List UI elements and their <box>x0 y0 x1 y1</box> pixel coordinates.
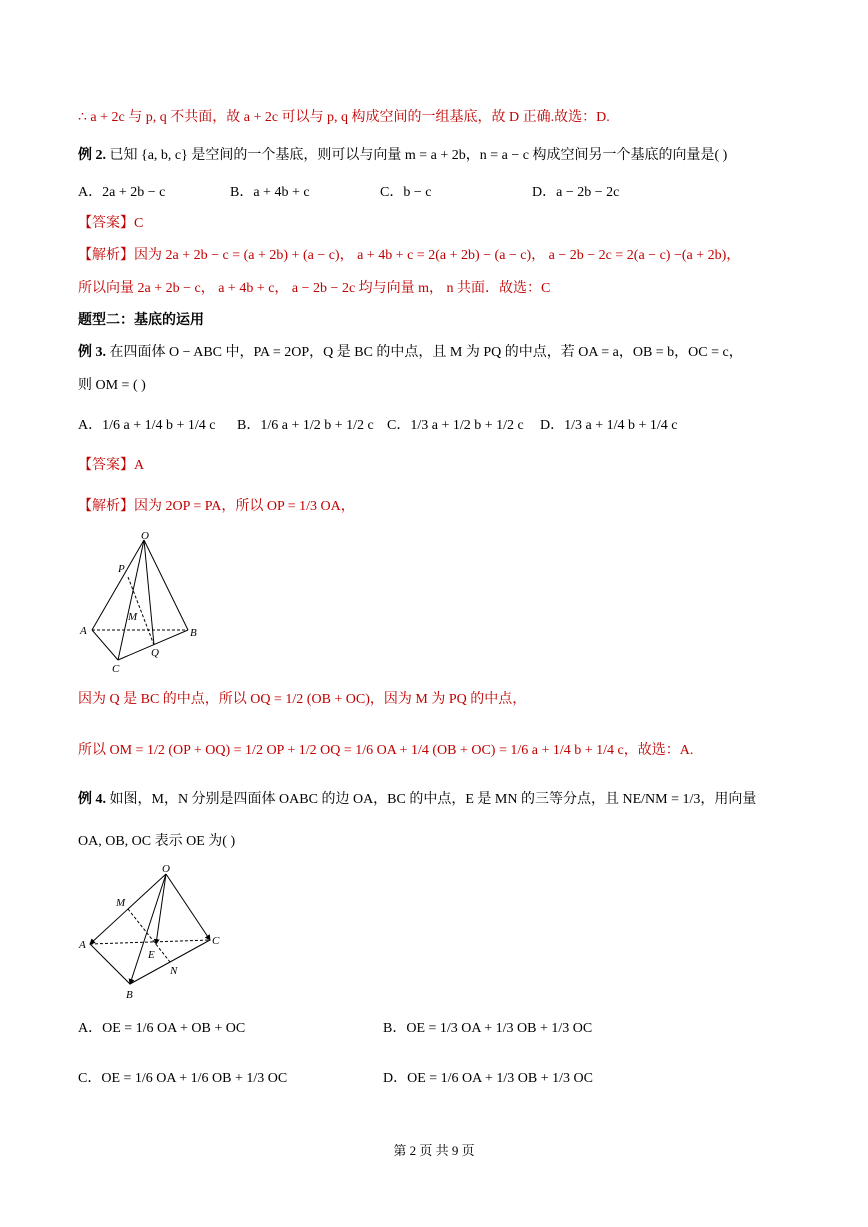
example-2-explanation-2 <box>78 279 550 299</box>
example-2-explanation-1 <box>78 246 740 266</box>
example-3-explanation-2: 因为 Q 是 BC 的中点，所以 OQ = 1/2 (OB + OC)，因为 M 为 PQ 的中点， <box>78 692 527 707</box>
fig2-label-A: A <box>79 939 86 951</box>
answer-tag: 【答案】 <box>78 216 134 231</box>
example-3-explanation-1 <box>78 497 355 517</box>
example-4-question <box>78 790 756 810</box>
example-3-question-2: 则 OM = ( ) <box>78 378 146 393</box>
example-3-option-a: A．1/6 a + 1/4 b + 1/4 c <box>78 418 216 433</box>
example-2-option-d: D．a − 2b − 2c <box>532 185 620 200</box>
example-2-option-b: B．a + 4b + c <box>230 185 310 200</box>
fig2-label-M: M <box>116 897 126 909</box>
answer-tag: 【答案】 <box>78 458 134 473</box>
example-4-option-b: B．OE = 1/3 OA + 1/3 OB + 1/3 OC <box>383 1021 593 1036</box>
example-4-option-d: D．OE = 1/6 OA + 1/3 OB + 1/3 OC <box>383 1071 593 1086</box>
example-3-label: 例 3. <box>78 345 106 360</box>
example-2-text: 已知 {a, b, c} 是空间的一个基底，则可以与向量 m = a + 2b，n = a − c 构成空间另一个基底的向量是( ) <box>109 148 728 163</box>
fig2-label-N: N <box>170 965 178 977</box>
example-3-text: 在四面体 O − ABC 中，PA = 2OP，Q 是 BC 的中点，且 M 为 PQ 的中点，若 OA = a，OB = b，OC = c， <box>109 345 743 360</box>
fig2-label-B: B <box>126 989 133 1001</box>
fig1-label-P: P <box>118 563 125 575</box>
example-4-option-a: A．OE = 1/6 OA + OB + OC <box>78 1021 246 1036</box>
answer-value: A <box>134 458 145 473</box>
fig2-label-C: C <box>212 935 220 947</box>
answer-value: C <box>134 216 144 231</box>
conclusion-line <box>78 108 610 128</box>
page-footer: 第 2 页 共 9 页 <box>393 1143 475 1158</box>
example-4-question-2: OA, OB, OC 表示 OE 为( ) <box>78 834 236 849</box>
fig1-label-Q: Q <box>151 647 159 659</box>
example-2-question <box>78 146 727 166</box>
fig1-label-C: C <box>112 663 120 675</box>
example-4-text: 如图，M，N 分别是四面体 OABC 的边 OA，BC 的中点，E 是 MN 的三等分点，且 NE/NM = 1/3，用向量 <box>109 792 757 807</box>
example-2-answer <box>78 214 143 234</box>
example-3-option-c: C．1/3 a + 1/2 b + 1/2 c <box>387 418 524 433</box>
example-3-explanation-3: 所以 OM = 1/2 (OP + OQ) = 1/2 OP + 1/2 OQ = 1/6 OA + 1/4 (OB + OC) = 1/6 a + 1/4 b + 1/4 c，故选：A. <box>78 743 694 758</box>
explanation-tag: 【解析】 <box>78 499 134 514</box>
section-heading: 题型二：基底的运用 <box>78 313 204 328</box>
example-3-question <box>78 343 743 363</box>
example-2-label: 例 2. <box>78 148 106 163</box>
example-2-option-a: A．2a + 2b − c <box>78 185 166 200</box>
explanation-text: 因为 2OP = PA，所以 OP = 1/3 OA， <box>134 499 355 514</box>
example-4-label: 例 4. <box>78 792 106 807</box>
example-3-option-d: D．1/3 a + 1/4 b + 1/4 c <box>540 418 678 433</box>
fig1-label-O: O <box>141 530 149 542</box>
fig1-label-M: M <box>128 611 138 623</box>
example-3-answer <box>78 456 144 476</box>
explanation-text: 所以向量 2a + 2b − c， a + 4b + c， a − 2b − 2c 均与向量 m， n 共面．故选：C <box>78 281 551 296</box>
fig1-label-A: A <box>80 625 87 637</box>
example-2-option-c: C．b − c <box>380 185 432 200</box>
fig2-label-O: O <box>162 863 170 875</box>
conclusion-text: ∴ a + 2c 与 p, q 不共面，故 a + 2c 可以与 p, q 构成空间的一组基底，故 D 正确.故选：D. <box>78 110 610 125</box>
example-3-option-b: B．1/6 a + 1/2 b + 1/2 c <box>237 418 374 433</box>
example-4-option-c: C．OE = 1/6 OA + 1/6 OB + 1/3 OC <box>78 1071 288 1086</box>
tetrahedron-figure-2 <box>78 860 238 1002</box>
explanation-tag: 【解析】 <box>78 248 134 263</box>
fig2-label-E: E <box>148 949 155 961</box>
tetrahedron-figure-1 <box>78 532 218 674</box>
explanation-text: 因为 2a + 2b − c = (a + 2b) + (a − c)， a + 4b + c = 2(a + 2b) − (a − c)， a − 2b − 2c = 2(a − c) −(a + 2b)， <box>134 248 741 263</box>
fig1-label-B: B <box>190 627 197 639</box>
